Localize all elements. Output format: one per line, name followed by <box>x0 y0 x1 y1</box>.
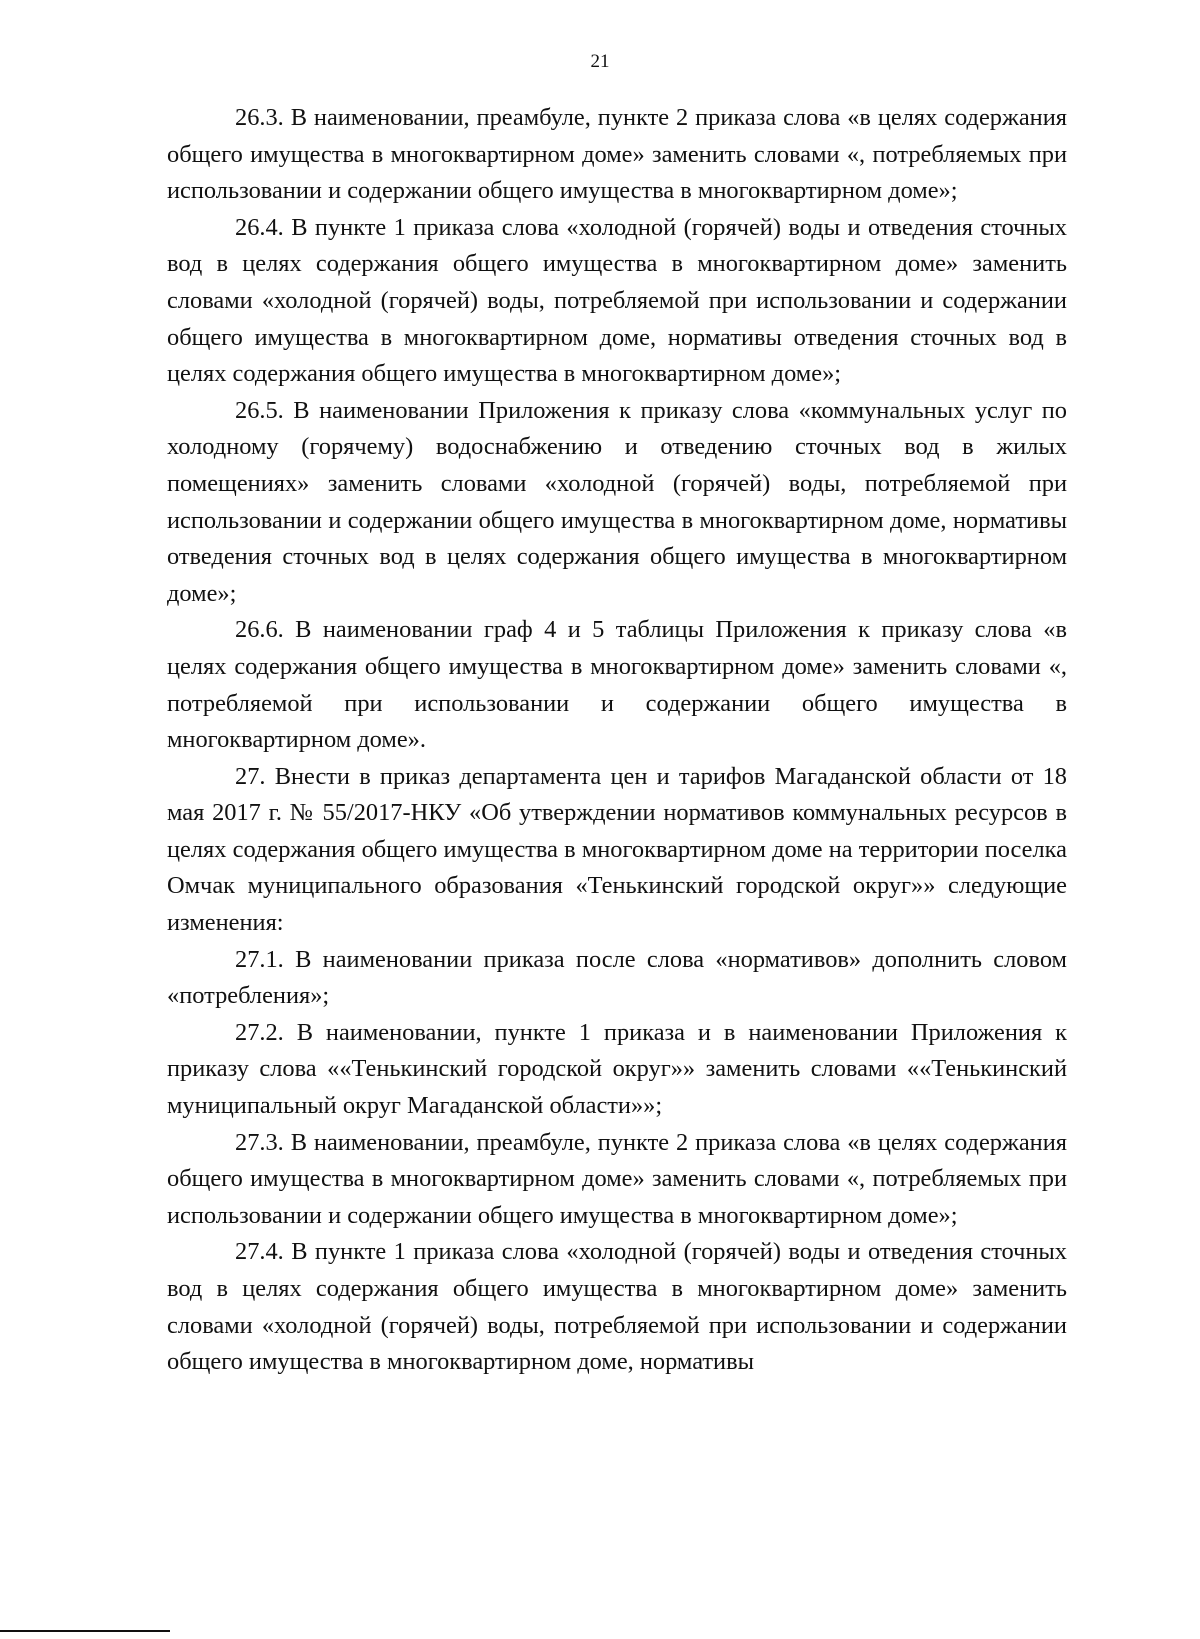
paragraph-26-6: 26.6. В наименовании граф 4 и 5 таблицы Приложения к приказу слова «в целях содержания общего имущества в многоквартирном доме» заменить словами «, потребляемой при использовании и содержании общего имущества в многоквартирном доме». <box>167 616 1067 754</box>
paragraph-27: 27. Внести в приказ департамента цен и тарифов Магаданской области от 18 мая 2017 г. № 55/2017-НКУ «Об утверждении нормативов коммунальных ресурсов в целях содержания общего имущества в многоквартирном доме на территории поселка Омчак муниципального образования «Тенькинский городской округ»» следующие изменения: <box>167 762 1067 937</box>
paragraph-27-1: 27.1. В наименовании приказа после слова «нормативов» дополнить словом «потребления»; <box>167 945 1067 1010</box>
paragraph-27-3: 27.3. В наименовании, преамбуле, пункте 2 приказа слова «в целях содержания общего имущества в многоквартирном доме» заменить словами «, потребляемых при использовании и содержании общего имущества в многоквартирном доме»; <box>167 1128 1067 1229</box>
footer-rule <box>0 1630 170 1632</box>
paragraph-26-4: 26.4. В пункте 1 приказа слова «холодной (горячей) воды и отведения сточных вод в целях содержания общего имущества в многоквартирном доме» заменить словами «холодной (горячей) воды, потребляемой при использовании и содержании общего имущества в многоквартирном доме, нормативы отведения сточных вод в целях содержания общего имущества в многоквартирном доме»; <box>167 213 1067 388</box>
document-body <box>167 100 1067 1381</box>
paragraph-27-4: 27.4. В пункте 1 приказа слова «холодной (горячей) воды и отведения сточных вод в целях содержания общего имущества в многоквартирном доме» заменить словами «холодной (горячей) воды, потребляемой при использовании и содержании общего имущества в многоквартирном доме, нормативы <box>167 1238 1067 1376</box>
paragraph-27-2: 27.2. В наименовании, пункте 1 приказа и в наименовании Приложения к приказу слова ««Тенькинский городской округ»» заменить словами ««Тенькинский муниципальный округ Магаданской области»»; <box>167 1018 1067 1120</box>
paragraph-26-3: 26.3. В наименовании, преамбуле, пункте 2 приказа слова «в целях содержания общего имущества в многоквартирном доме» заменить словами «, потребляемых при использовании и содержании общего имущества в многоквартирном доме»; <box>167 104 1067 205</box>
paragraph-26-5: 26.5. В наименовании Приложения к приказу слова «коммунальных услуг по холодному (горячему) водоснабжению и отведению сточных вод в жилых помещениях» заменить словами «холодной (горячей) воды, потребляемой при использовании и содержании общего имущества в многоквартирном доме, нормативы отведения сточных вод в целях содержания общего имущества в многоквартирном доме»; <box>167 396 1067 607</box>
page-number: 21 <box>590 51 610 72</box>
